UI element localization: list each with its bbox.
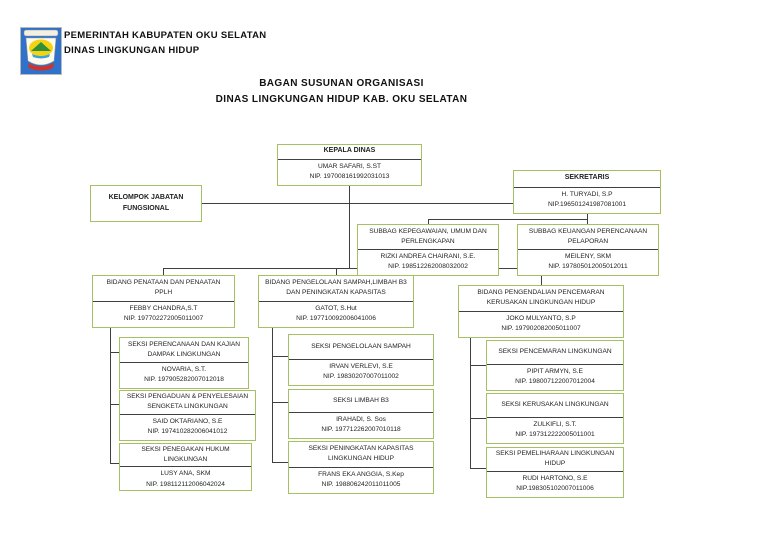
node-title: BIDANG PENATAAN DAN PENAATAN PPLH [106,279,221,297]
node-person-nip: NIP. 197905282007012018 [144,375,224,383]
node-title: SEKSI PENGELOLAAN SAMPAH [311,342,411,350]
node-title: SUBBAG KEUANGAN PERENCANAAN PELAPORAN [528,227,648,245]
org-node-seksi-pemeliharaan [486,447,624,498]
org-node-sekretaris [513,170,661,214]
org-node-bidang-pengendalian-pencemaran [458,285,624,338]
node-title: BIDANG PENGELOLAAN SAMPAH,LIMBAH B3 DAN PENINGKATAN KAPASITAS [265,279,407,297]
header-line1: PEMERINTAH KABUPATEN OKU SELATAN [64,30,267,41]
header-line2: DINAS LINGKUNGAN HIDUP [64,45,200,56]
node-person-name: IRAHADI, S. Sos [336,415,386,423]
node-title: SEKSI PENCEMARAN LINGKUNGAN [498,348,612,356]
node-title: SEKSI PENGADUAN & PENYELESAIAN SENGKETA LINGKUNGAN [126,393,249,411]
connector-line [110,352,119,353]
node-person-nip: NIP. 198112112006042024 [146,480,225,488]
node-person-name: NOVARIA, S.T. [161,365,207,373]
connector-line [470,365,486,366]
node-title: SEKSI PEMELIHARAAN LINGKUNGAN HIDUP [495,450,615,468]
node-person-name: H. TURYADI, S.P [561,190,613,198]
node-person-name: JOKO MULYANTO, S.P [506,314,576,322]
node-person-nip: NIP. 197312222005011001 [515,430,595,438]
header-agency-text [64,28,266,58]
org-node-seksi-perencanaan [119,337,249,389]
node-person-name: IRVAN VERLEVI, S.E [329,362,393,370]
connector-line [202,203,513,204]
connector-line [110,404,119,405]
node-title: SEKSI PENEGAKAN HUKUM LINGKUNGAN [141,446,230,464]
page-title-line1: BAGAN SUSUNAN ORGANISASI [259,78,424,89]
node-person-nip: NIP. 198512262008032002 [388,262,468,270]
connector-line [349,186,350,268]
org-node-kepala-dinas [277,144,422,186]
node-person-nip: NIP. 197410282006041012 [147,427,228,435]
connector-line [110,328,111,463]
node-title: KEPALA DINAS [323,147,376,155]
org-node-seksi-pengaduan [119,390,256,441]
page-title [0,76,683,108]
connector-line [428,219,588,220]
connector-line [272,402,288,403]
node-person-nip: NIP. 197805012005012011 [548,262,628,270]
page-title-line2: DINAS LINGKUNGAN HIDUP KAB. OKU SELATAN [215,94,468,105]
node-person-nip: NIP. 197710092006041006 [296,314,376,322]
node-person-name: RIZKI ANDREA CHAIRANI, S.E. [380,252,476,260]
node-person-nip: NIP.198305102007011006 [516,484,594,492]
node-title: SEKSI PERENCANAAN DAN KAJIAN DAMPAK LINGKUNGAN [127,340,241,358]
node-title: SEKSI PENINGKATAN KAPASITAS LINGKUNGAN HIDUP [308,445,414,463]
node-person-nip: NIP. 197702272005011007 [123,314,204,322]
node-person-name: GATOT, S.Hut [315,304,357,312]
node-person-name: FRANS EKA ANGGIA, S.Kep [318,470,404,478]
connector-line [110,463,119,464]
org-node-bidang-pengelolaan-sampah [258,275,414,328]
org-node-subbag-keuangan [517,224,659,276]
node-title: KELOMPOK JABATAN FUNGSIONAL [108,193,184,212]
connector-line [470,337,471,468]
org-node-subbag-kepegawaian [357,224,499,276]
connector-line [470,468,486,469]
org-node-seksi-pencemaran [486,340,624,391]
node-person-name: ZULKIFLI, S.T. [533,420,577,428]
org-node-seksi-penegakan-hukum [119,443,252,491]
node-title: SEKSI LIMBAH B3 [333,396,389,404]
node-person-name: RUDI HARTONO, S.E [522,474,588,482]
connector-line [272,356,288,357]
node-person-name: PIPIT ARMYN, S.E [527,367,583,375]
node-person-nip: NIP.196501241987081001 [548,200,626,208]
regency-crest-logo [20,27,62,75]
org-node-seksi-kerusakan [486,393,624,444]
node-title: SEKRETARIS [564,174,610,182]
connector-line [272,462,288,463]
org-node-seksi-pengelolaan-sampah [288,334,434,386]
node-person-nip: NIP. 197008161992031013 [309,172,390,180]
org-node-seksi-peningkatan-kapasitas [288,441,434,494]
node-person-nip: NIP. 198007122007012004 [515,377,595,385]
org-node-bidang-penataan [92,275,235,328]
node-person-nip: NIP. 197712262007010118 [321,425,401,433]
node-person-name: UMAR SAFARI, S.ST [317,162,382,170]
connector-line [272,328,273,462]
node-person-nip: NIP. 19830207007011002 [323,372,399,380]
node-person-name: MEILENY, SKM [564,252,612,260]
node-title: BIDANG PENGENDALIAN PENCEMARAN KERUSAKAN LINGKUNGAN HIDUP [477,289,605,307]
org-node-kelompok-jabatan-fungsional [90,185,202,222]
org-node-seksi-limbah-b3 [288,389,434,439]
node-person-name: SAID OKTARIANO, S.E [152,417,223,425]
node-title: SUBBAG KEPEGAWAIAN, UMUM DAN PERLENGKAPAN [369,227,487,245]
node-person-nip: NIP. 197902082005011007 [501,324,581,332]
node-person-name: FEBBY CHANDRA,S.T [129,304,198,312]
node-title: SEKSI KERUSAKAN LINGKUNGAN [501,401,609,409]
node-person-name: LUSY ANA, SKM [160,470,211,478]
connector-line [470,418,486,419]
node-person-nip: NIP. 198806242011011005 [321,480,401,488]
